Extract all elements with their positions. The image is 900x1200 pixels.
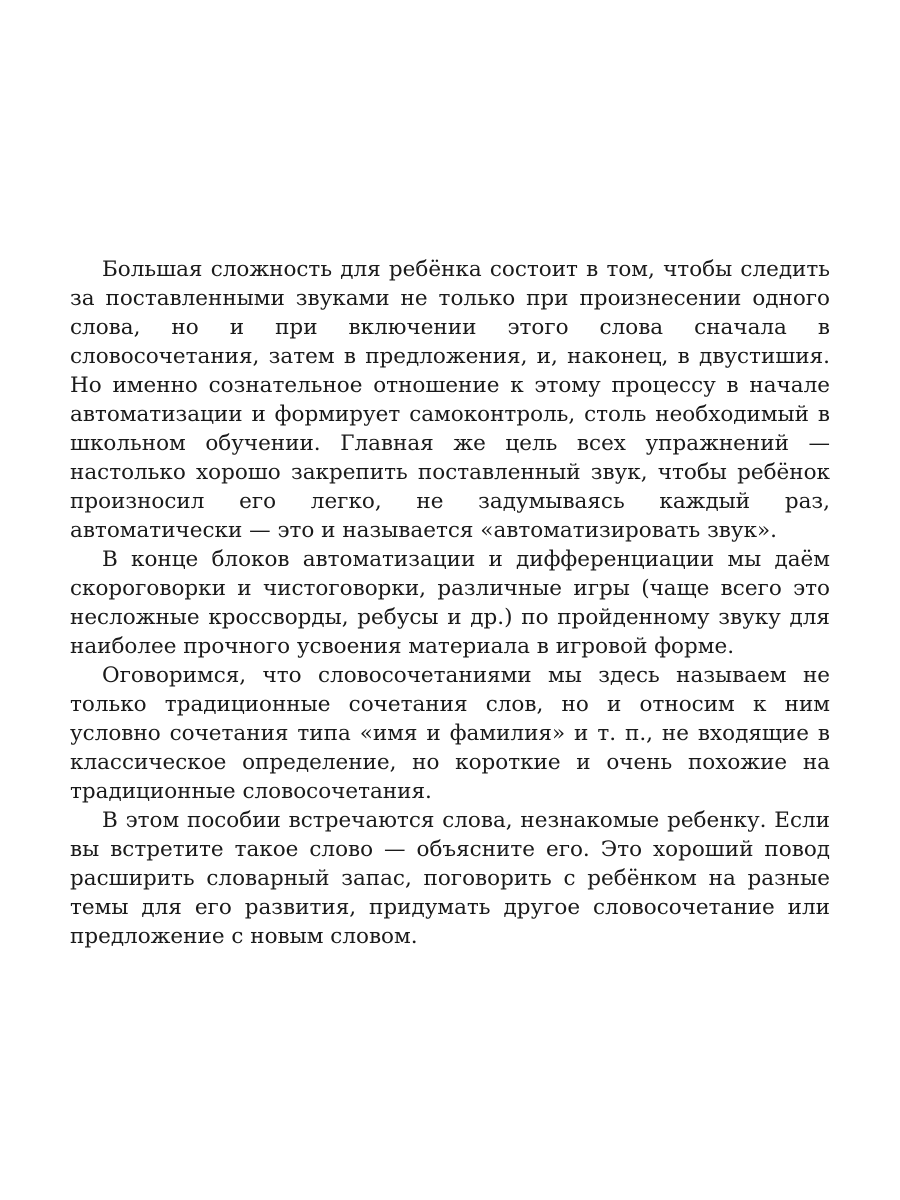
paragraph-4: В этом пособии встречаются слова, незнакомые ребенку. Если вы встретите такое слово — объясните его. Это хороший повод расширить словарный запас, поговорить с ребёнком на разные темы для его развития, придумать другое словосочетание или предложение с новым словом. [70,808,830,949]
text-body [70,255,830,951]
paragraph-3: Оговоримся, что словосочетаниями мы здесь называем не только традиционные сочетания слов, но и относим к ним условно сочетания типа «имя и фамилия» и т. п., не входящие в классическое определение, но короткие и очень похожие на традиционные словосочетания. [70,663,830,804]
paragraph-2: В конце блоков автоматизации и дифференциации мы даём скороговорки и чистоговорки, различные игры (чаще всего это несложные кроссворды, ребусы и др.) по пройденному звуку для наиболее прочного усвоения материала в игровой форме. [70,547,830,659]
paragraph-1: Большая сложность для ребёнка состоит в том, чтобы следить за поставленными звуками не только при произнесении одного слова, но и при включении этого слова сначала в словосочетания, затем в предложения, и, наконец, в двустишия. Но именно сознательное отношение к этому процессу в начале автоматизации и формирует самоконтроль, столь необходимый в школьном обучении. Главная же цель всех упражнений — настолько хорошо закрепить поставленный звук, чтобы ребёнок произносил его легко, не задумываясь каждый раз, автоматически — это и называется «автоматизировать звук». [70,257,830,543]
